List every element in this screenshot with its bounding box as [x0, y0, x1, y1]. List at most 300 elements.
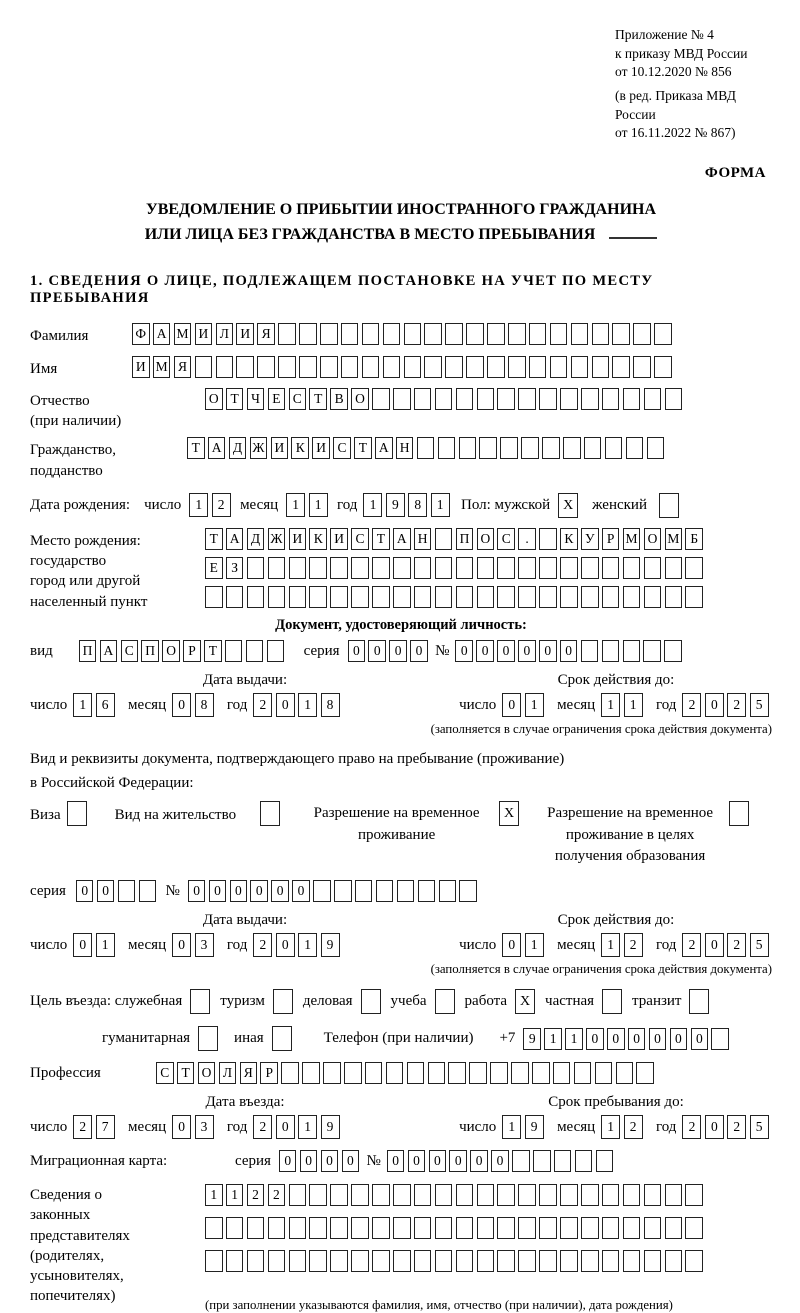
char-cell[interactable] [490, 1062, 508, 1084]
char-cell[interactable] [643, 640, 661, 662]
char-cell[interactable] [247, 557, 265, 579]
char-cell[interactable] [195, 356, 213, 378]
char-cell[interactable]: 2 [727, 693, 746, 717]
char-cell[interactable]: Б [685, 528, 703, 550]
char-cell[interactable]: О [205, 388, 223, 410]
char-cell[interactable] [372, 1250, 390, 1272]
char-cell[interactable] [435, 989, 455, 1014]
temp-residence-edu-checkbox[interactable] [729, 801, 749, 826]
char-cell[interactable] [581, 640, 599, 662]
char-cell[interactable]: И [330, 528, 348, 550]
migration-series-cells[interactable] [279, 1150, 363, 1172]
char-cell[interactable] [539, 586, 557, 608]
char-cell[interactable] [309, 1217, 327, 1239]
char-cell[interactable]: 0 [276, 1115, 295, 1139]
char-cell[interactable] [602, 640, 620, 662]
char-cell[interactable]: 0 [691, 1028, 709, 1050]
char-cell[interactable]: А [375, 437, 393, 459]
char-cell[interactable] [397, 880, 415, 902]
char-cell[interactable] [438, 437, 456, 459]
char-cell[interactable] [612, 323, 630, 345]
char-cell[interactable]: 0 [628, 1028, 646, 1050]
char-cell[interactable]: 3 [195, 1115, 214, 1139]
char-cell[interactable] [605, 437, 623, 459]
char-cell[interactable]: 0 [321, 1150, 339, 1172]
char-cell[interactable]: А [393, 528, 411, 550]
char-cell[interactable]: 8 [195, 693, 214, 717]
char-cell[interactable]: 8 [321, 693, 340, 717]
char-cell[interactable] [602, 557, 620, 579]
char-cell[interactable]: 1 [96, 933, 115, 957]
char-cell[interactable] [529, 356, 547, 378]
char-cell[interactable]: 0 [705, 693, 724, 717]
char-cell[interactable] [542, 437, 560, 459]
char-cell[interactable] [351, 557, 369, 579]
char-cell[interactable]: 0 [649, 1028, 667, 1050]
char-cell[interactable] [456, 1250, 474, 1272]
char-cell[interactable] [518, 388, 536, 410]
char-cell[interactable] [372, 557, 390, 579]
char-cell[interactable]: 2 [253, 1115, 272, 1139]
char-cell[interactable]: 2 [727, 1115, 746, 1139]
char-cell[interactable] [344, 1062, 362, 1084]
char-cell[interactable]: 0 [429, 1150, 447, 1172]
char-cell[interactable] [602, 1184, 620, 1206]
char-cell[interactable] [435, 586, 453, 608]
char-cell[interactable] [596, 1150, 614, 1172]
char-cell[interactable]: 2 [624, 1115, 643, 1139]
char-cell[interactable]: X [499, 801, 519, 826]
residence-number-cells[interactable] [188, 880, 480, 902]
char-cell[interactable]: 1 [286, 493, 305, 517]
char-cell[interactable]: 1 [73, 693, 92, 717]
purpose-private-checkbox[interactable] [602, 989, 622, 1014]
char-cell[interactable] [334, 880, 352, 902]
patronymic-cells[interactable] [205, 388, 685, 410]
char-cell[interactable] [435, 1217, 453, 1239]
char-cell[interactable]: 0 [410, 640, 428, 662]
res-valid-month-cells[interactable] [601, 933, 646, 957]
char-cell[interactable]: 3 [195, 933, 214, 957]
stay-day-cells[interactable] [502, 1115, 547, 1139]
char-cell[interactable]: К [560, 528, 578, 550]
birth-month-cells[interactable] [286, 493, 331, 517]
char-cell[interactable] [560, 1184, 578, 1206]
char-cell[interactable] [689, 989, 709, 1014]
entry-month-cells[interactable] [172, 1115, 217, 1139]
char-cell[interactable]: 0 [188, 880, 206, 902]
char-cell[interactable]: 0 [279, 1150, 297, 1172]
char-cell[interactable] [226, 586, 244, 608]
char-cell[interactable] [330, 1250, 348, 1272]
char-cell[interactable] [529, 323, 547, 345]
name-cells[interactable] [132, 356, 675, 378]
char-cell[interactable]: У [581, 528, 599, 550]
char-cell[interactable]: 1 [601, 693, 620, 717]
char-cell[interactable] [361, 989, 381, 1014]
char-cell[interactable]: И [195, 323, 213, 345]
char-cell[interactable]: М [623, 528, 641, 550]
char-cell[interactable]: 1 [205, 1184, 223, 1206]
char-cell[interactable]: А [208, 437, 226, 459]
char-cell[interactable]: 2 [247, 1184, 265, 1206]
birthplace-row1-cells[interactable] [205, 528, 706, 550]
char-cell[interactable]: 5 [750, 1115, 769, 1139]
char-cell[interactable]: С [156, 1062, 174, 1084]
doc-series-cells[interactable] [348, 640, 432, 662]
char-cell[interactable]: Т [354, 437, 372, 459]
char-cell[interactable]: М [665, 528, 683, 550]
birthplace-row2-cells[interactable] [205, 557, 706, 579]
char-cell[interactable]: Т [309, 388, 327, 410]
res-valid-day-cells[interactable] [502, 933, 547, 957]
char-cell[interactable] [654, 323, 672, 345]
char-cell[interactable]: О [198, 1062, 216, 1084]
char-cell[interactable] [644, 1184, 662, 1206]
char-cell[interactable] [487, 356, 505, 378]
char-cell[interactable]: Д [229, 437, 247, 459]
char-cell[interactable]: 0 [518, 640, 536, 662]
char-cell[interactable]: Д [247, 528, 265, 550]
char-cell[interactable] [602, 1250, 620, 1272]
char-cell[interactable]: С [351, 528, 369, 550]
char-cell[interactable] [383, 356, 401, 378]
char-cell[interactable] [665, 586, 683, 608]
char-cell[interactable] [289, 557, 307, 579]
res-issue-year-cells[interactable] [253, 933, 343, 957]
char-cell[interactable] [341, 356, 359, 378]
char-cell[interactable] [477, 1184, 495, 1206]
char-cell[interactable]: 1 [298, 693, 317, 717]
char-cell[interactable] [289, 586, 307, 608]
char-cell[interactable] [205, 1217, 223, 1239]
entry-year-cells[interactable] [253, 1115, 343, 1139]
char-cell[interactable] [418, 880, 436, 902]
char-cell[interactable]: Н [396, 437, 414, 459]
char-cell[interactable] [665, 557, 683, 579]
id-issue-month-cells[interactable] [172, 693, 217, 717]
char-cell[interactable]: 9 [321, 1115, 340, 1139]
char-cell[interactable] [393, 1217, 411, 1239]
char-cell[interactable] [664, 640, 682, 662]
char-cell[interactable] [521, 437, 539, 459]
representatives-row2-cells[interactable] [205, 1217, 706, 1239]
char-cell[interactable] [404, 356, 422, 378]
stay-month-cells[interactable] [601, 1115, 646, 1139]
char-cell[interactable]: 0 [705, 933, 724, 957]
char-cell[interactable] [665, 1250, 683, 1272]
profession-cells[interactable] [156, 1062, 657, 1084]
char-cell[interactable] [351, 586, 369, 608]
char-cell[interactable]: 0 [348, 640, 366, 662]
char-cell[interactable]: 0 [368, 640, 386, 662]
char-cell[interactable]: И [271, 437, 289, 459]
char-cell[interactable] [372, 1184, 390, 1206]
char-cell[interactable] [571, 323, 589, 345]
char-cell[interactable] [139, 880, 157, 902]
doc-type-cells[interactable] [79, 640, 288, 662]
char-cell[interactable] [435, 528, 453, 550]
purpose-work-checkbox[interactable] [515, 989, 535, 1014]
char-cell[interactable]: 1 [525, 693, 544, 717]
char-cell[interactable] [246, 640, 264, 662]
char-cell[interactable] [685, 586, 703, 608]
char-cell[interactable]: 1 [431, 493, 450, 517]
purpose-other-checkbox[interactable] [272, 1026, 292, 1051]
char-cell[interactable] [602, 989, 622, 1014]
char-cell[interactable] [404, 323, 422, 345]
citizenship-cells[interactable] [187, 437, 667, 459]
char-cell[interactable] [560, 388, 578, 410]
char-cell[interactable]: И [289, 528, 307, 550]
char-cell[interactable] [341, 323, 359, 345]
char-cell[interactable] [685, 1250, 703, 1272]
char-cell[interactable] [497, 586, 515, 608]
char-cell[interactable] [500, 437, 518, 459]
char-cell[interactable] [299, 323, 317, 345]
char-cell[interactable]: Р [183, 640, 201, 662]
char-cell[interactable]: Я [257, 323, 275, 345]
char-cell[interactable] [581, 586, 599, 608]
char-cell[interactable] [711, 1028, 729, 1050]
char-cell[interactable] [330, 1217, 348, 1239]
char-cell[interactable]: 0 [73, 933, 92, 957]
char-cell[interactable] [685, 1217, 703, 1239]
char-cell[interactable] [351, 1217, 369, 1239]
char-cell[interactable] [626, 437, 644, 459]
char-cell[interactable] [539, 388, 557, 410]
char-cell[interactable] [518, 1250, 536, 1272]
char-cell[interactable] [67, 801, 87, 826]
char-cell[interactable]: X [558, 493, 578, 518]
char-cell[interactable]: X [515, 989, 535, 1014]
char-cell[interactable] [512, 1150, 530, 1172]
char-cell[interactable]: 0 [209, 880, 227, 902]
char-cell[interactable] [477, 1250, 495, 1272]
char-cell[interactable] [602, 1217, 620, 1239]
stay-year-cells[interactable] [682, 1115, 772, 1139]
char-cell[interactable] [278, 323, 296, 345]
res-issue-day-cells[interactable] [73, 933, 118, 957]
char-cell[interactable]: Ч [247, 388, 265, 410]
char-cell[interactable] [636, 1062, 654, 1084]
char-cell[interactable] [247, 586, 265, 608]
char-cell[interactable]: 1 [565, 1028, 583, 1050]
char-cell[interactable]: Л [216, 323, 234, 345]
char-cell[interactable]: А [153, 323, 171, 345]
char-cell[interactable]: Е [205, 557, 223, 579]
birthplace-row3-cells[interactable] [205, 586, 706, 608]
char-cell[interactable]: С [497, 528, 515, 550]
char-cell[interactable]: Ж [268, 528, 286, 550]
char-cell[interactable] [508, 323, 526, 345]
char-cell[interactable]: Я [174, 356, 192, 378]
char-cell[interactable] [365, 1062, 383, 1084]
char-cell[interactable] [448, 1062, 466, 1084]
char-cell[interactable] [623, 640, 641, 662]
birth-day-cells[interactable] [189, 493, 234, 517]
char-cell[interactable] [118, 880, 136, 902]
char-cell[interactable]: 1 [624, 693, 643, 717]
char-cell[interactable]: 0 [76, 880, 94, 902]
char-cell[interactable] [205, 1250, 223, 1272]
char-cell[interactable]: 0 [502, 693, 521, 717]
char-cell[interactable] [414, 1184, 432, 1206]
char-cell[interactable] [198, 1026, 218, 1051]
char-cell[interactable]: . [518, 528, 536, 550]
char-cell[interactable] [289, 1184, 307, 1206]
char-cell[interactable] [644, 1250, 662, 1272]
char-cell[interactable]: К [309, 528, 327, 550]
purpose-official-checkbox[interactable] [190, 989, 210, 1014]
char-cell[interactable]: 0 [607, 1028, 625, 1050]
char-cell[interactable] [355, 880, 373, 902]
char-cell[interactable] [539, 1250, 557, 1272]
char-cell[interactable]: 9 [523, 1028, 541, 1050]
char-cell[interactable]: Р [602, 528, 620, 550]
char-cell[interactable] [497, 557, 515, 579]
char-cell[interactable]: С [333, 437, 351, 459]
char-cell[interactable] [592, 323, 610, 345]
char-cell[interactable]: 1 [298, 933, 317, 957]
char-cell[interactable] [260, 801, 280, 826]
char-cell[interactable]: М [174, 323, 192, 345]
char-cell[interactable] [602, 586, 620, 608]
char-cell[interactable]: 0 [449, 1150, 467, 1172]
char-cell[interactable] [456, 557, 474, 579]
temp-residence-checkbox[interactable] [499, 801, 519, 826]
char-cell[interactable]: 2 [624, 933, 643, 957]
char-cell[interactable] [424, 323, 442, 345]
purpose-transit-checkbox[interactable] [689, 989, 709, 1014]
char-cell[interactable] [289, 1217, 307, 1239]
char-cell[interactable]: 2 [268, 1184, 286, 1206]
char-cell[interactable]: 0 [276, 693, 295, 717]
char-cell[interactable]: 0 [491, 1150, 509, 1172]
char-cell[interactable]: Т [177, 1062, 195, 1084]
char-cell[interactable]: 0 [389, 640, 407, 662]
char-cell[interactable]: Р [260, 1062, 278, 1084]
char-cell[interactable]: С [289, 388, 307, 410]
char-cell[interactable] [407, 1062, 425, 1084]
char-cell[interactable] [575, 1150, 593, 1172]
char-cell[interactable] [644, 1217, 662, 1239]
char-cell[interactable]: Л [219, 1062, 237, 1084]
char-cell[interactable] [623, 388, 641, 410]
char-cell[interactable] [560, 1217, 578, 1239]
char-cell[interactable]: З [226, 557, 244, 579]
char-cell[interactable] [477, 586, 495, 608]
char-cell[interactable]: 2 [253, 933, 272, 957]
char-cell[interactable] [383, 323, 401, 345]
char-cell[interactable] [581, 388, 599, 410]
char-cell[interactable]: 0 [705, 1115, 724, 1139]
char-cell[interactable] [320, 356, 338, 378]
char-cell[interactable]: И [312, 437, 330, 459]
char-cell[interactable] [581, 1184, 599, 1206]
char-cell[interactable] [190, 989, 210, 1014]
char-cell[interactable] [533, 1150, 551, 1172]
char-cell[interactable]: 0 [292, 880, 310, 902]
char-cell[interactable]: 2 [682, 933, 701, 957]
char-cell[interactable] [459, 880, 477, 902]
char-cell[interactable] [563, 437, 581, 459]
char-cell[interactable] [351, 1184, 369, 1206]
char-cell[interactable] [612, 356, 630, 378]
char-cell[interactable] [281, 1062, 299, 1084]
char-cell[interactable]: 0 [560, 640, 578, 662]
visa-checkbox[interactable] [67, 801, 87, 826]
char-cell[interactable] [362, 356, 380, 378]
char-cell[interactable]: П [141, 640, 159, 662]
char-cell[interactable] [595, 1062, 613, 1084]
char-cell[interactable] [571, 356, 589, 378]
char-cell[interactable]: 0 [476, 640, 494, 662]
migration-number-cells[interactable] [387, 1150, 617, 1172]
sex-female-checkbox[interactable] [659, 493, 679, 518]
char-cell[interactable]: Т [204, 640, 222, 662]
char-cell[interactable]: А [226, 528, 244, 550]
char-cell[interactable]: И [236, 323, 254, 345]
char-cell[interactable]: 5 [750, 933, 769, 957]
char-cell[interactable] [633, 323, 651, 345]
char-cell[interactable] [417, 437, 435, 459]
char-cell[interactable]: Е [268, 388, 286, 410]
char-cell[interactable] [539, 1184, 557, 1206]
char-cell[interactable]: 0 [172, 933, 191, 957]
char-cell[interactable]: 0 [539, 640, 557, 662]
char-cell[interactable]: Я [240, 1062, 258, 1084]
id-valid-day-cells[interactable] [502, 693, 547, 717]
char-cell[interactable] [459, 437, 477, 459]
char-cell[interactable] [574, 1062, 592, 1084]
char-cell[interactable]: 1 [189, 493, 208, 517]
char-cell[interactable] [330, 586, 348, 608]
char-cell[interactable] [602, 388, 620, 410]
char-cell[interactable] [469, 1062, 487, 1084]
char-cell[interactable] [477, 557, 495, 579]
char-cell[interactable] [456, 1184, 474, 1206]
char-cell[interactable]: 0 [342, 1150, 360, 1172]
char-cell[interactable] [435, 1184, 453, 1206]
char-cell[interactable] [372, 388, 390, 410]
char-cell[interactable] [330, 557, 348, 579]
char-cell[interactable] [393, 557, 411, 579]
char-cell[interactable]: О [477, 528, 495, 550]
id-valid-year-cells[interactable] [682, 693, 772, 717]
char-cell[interactable] [424, 356, 442, 378]
char-cell[interactable] [560, 586, 578, 608]
char-cell[interactable]: 0 [276, 933, 295, 957]
char-cell[interactable] [644, 586, 662, 608]
char-cell[interactable] [439, 880, 457, 902]
char-cell[interactable] [623, 1184, 641, 1206]
char-cell[interactable]: 2 [682, 1115, 701, 1139]
char-cell[interactable] [330, 1184, 348, 1206]
representatives-row3-cells[interactable] [205, 1250, 706, 1272]
char-cell[interactable] [466, 356, 484, 378]
char-cell[interactable] [414, 586, 432, 608]
char-cell[interactable] [320, 323, 338, 345]
char-cell[interactable]: В [330, 388, 348, 410]
char-cell[interactable] [414, 557, 432, 579]
char-cell[interactable] [497, 1184, 515, 1206]
char-cell[interactable] [268, 586, 286, 608]
char-cell[interactable]: С [121, 640, 139, 662]
char-cell[interactable]: Т [372, 528, 390, 550]
char-cell[interactable] [477, 1217, 495, 1239]
char-cell[interactable]: П [79, 640, 97, 662]
